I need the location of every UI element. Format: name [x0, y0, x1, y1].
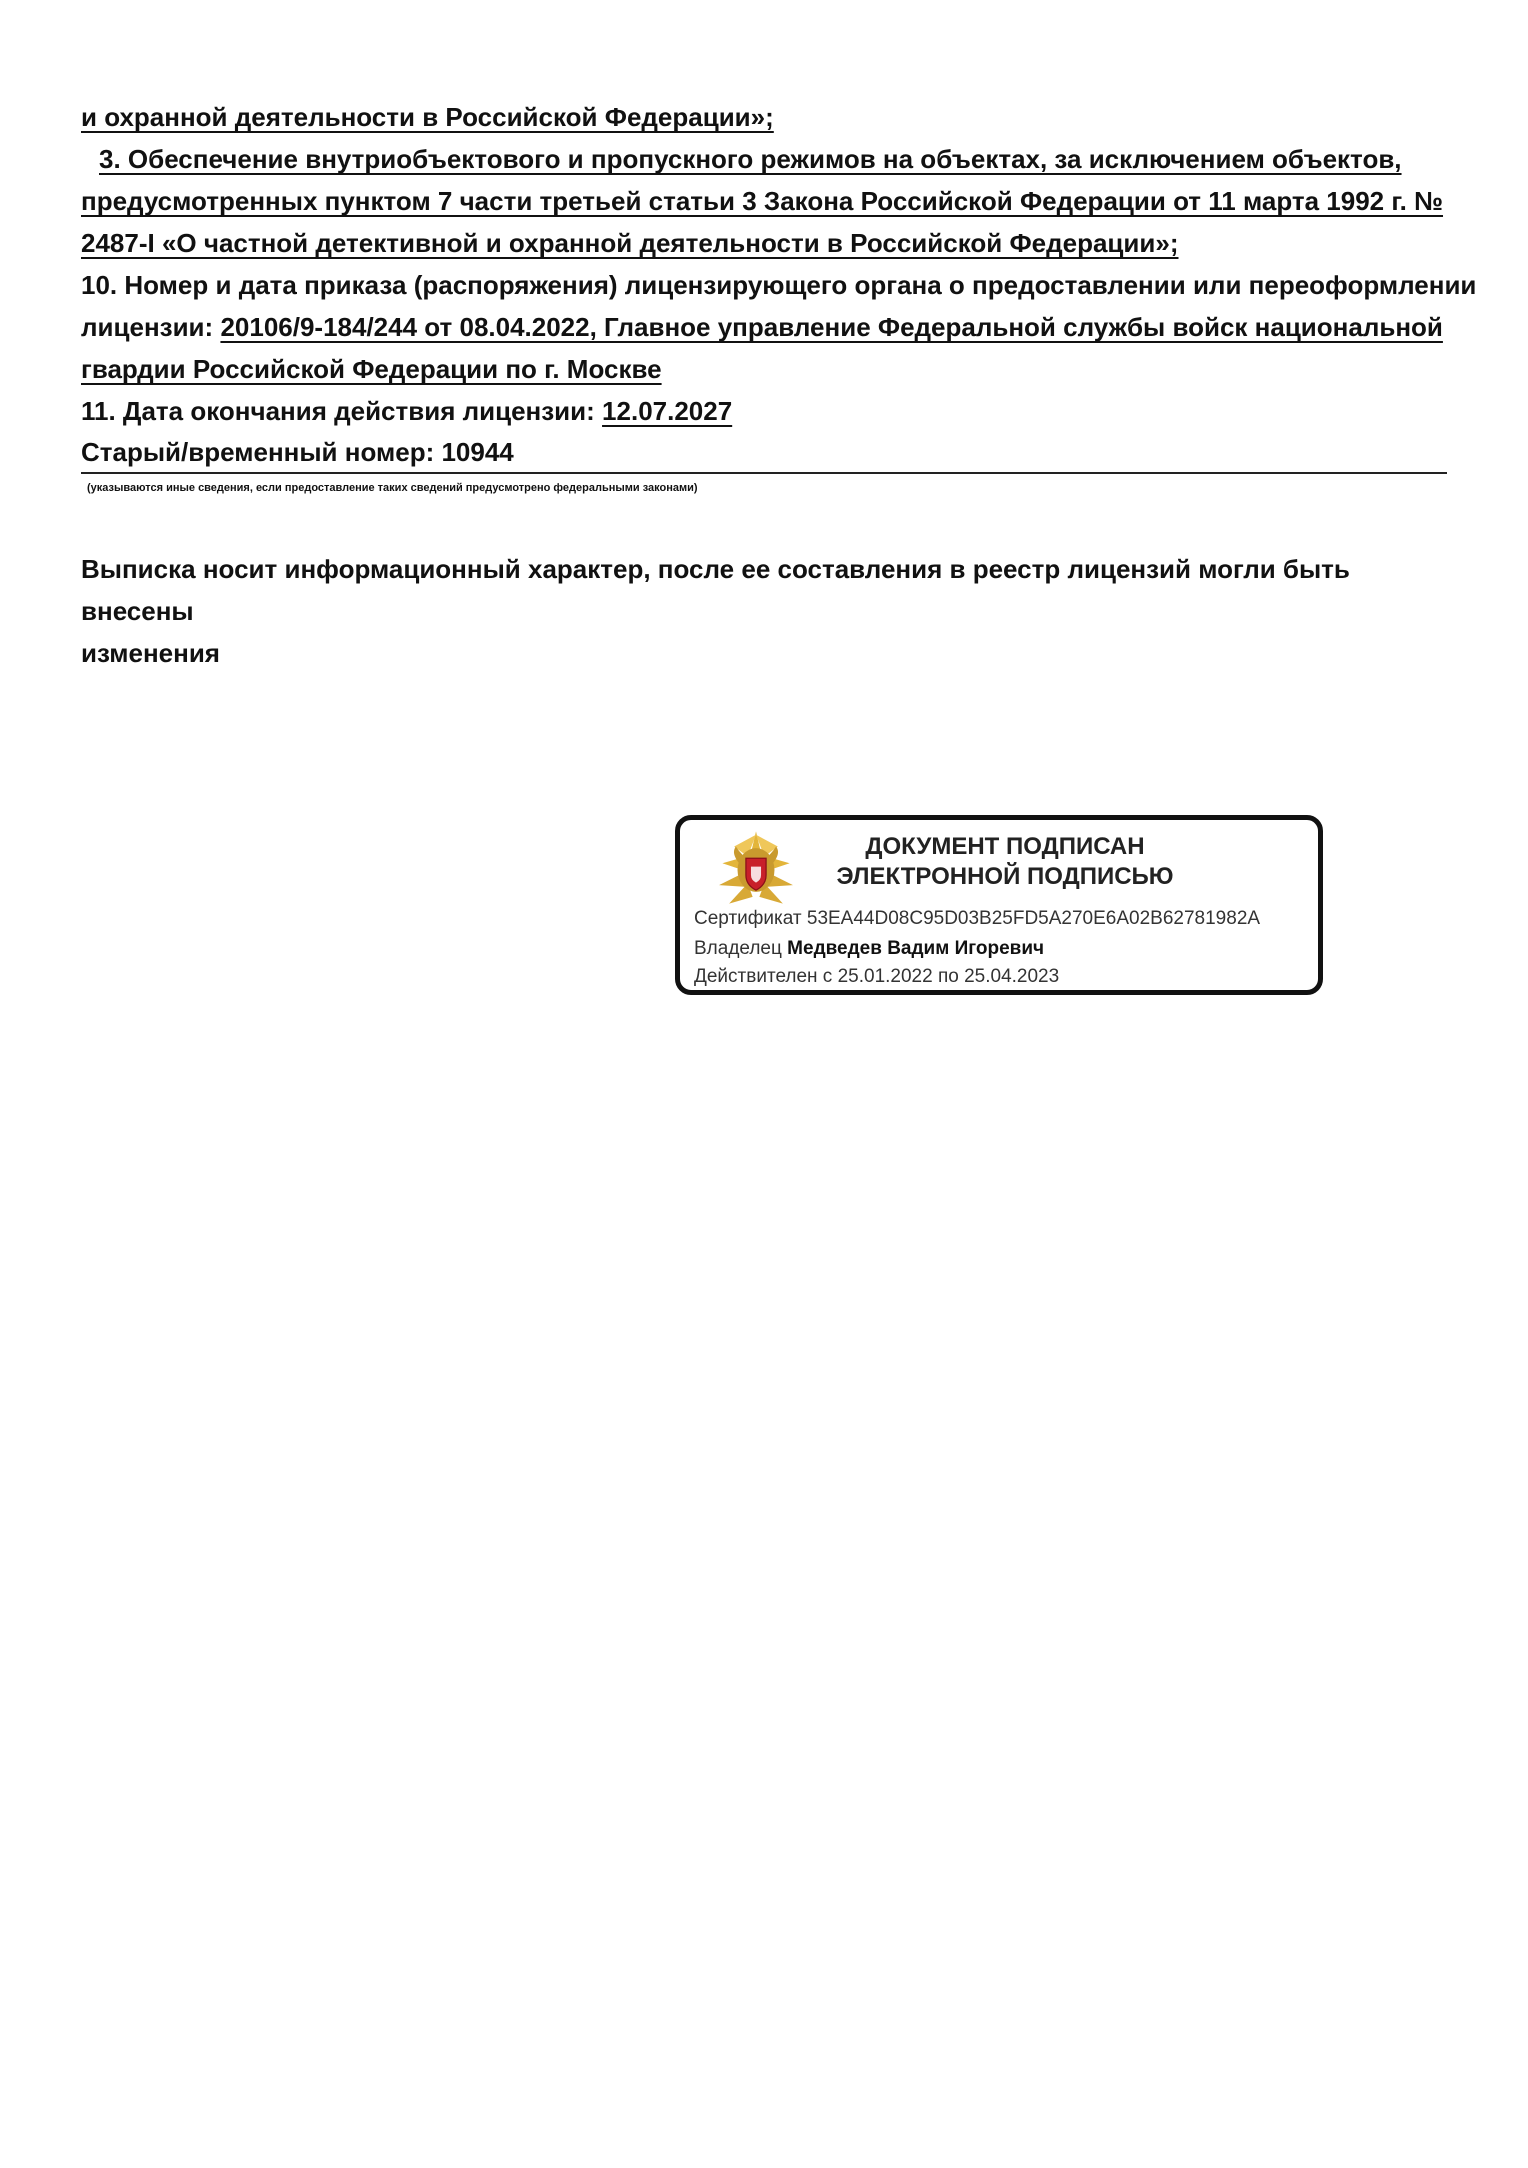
- item-11-row: [81, 390, 1451, 432]
- note-line-1: Выписка носит информационный характер, после ее составления в реестр лицензий могли быть внесены: [81, 554, 1350, 626]
- text-line-2: [81, 138, 1451, 180]
- footnote: (указываются иные сведения, если предоставление таких сведений предусмотрено федеральными законами): [87, 482, 698, 494]
- item-10-heading: [81, 264, 1477, 306]
- text-line-4-content: 2487-I «О частной детективной и охранной деятельности в Российской Федерации»;: [81, 228, 1179, 258]
- certificate-row: [694, 907, 1260, 931]
- item-10-value-1: 20106/9-184/244 от 08.04.2022, Главное управление Федеральной службы войск национальной: [220, 312, 1443, 342]
- item-10-row: [81, 306, 1451, 348]
- text-line-4: [81, 222, 1451, 264]
- item-11-label: 11. Дата окончания действия лицензии:: [81, 396, 595, 426]
- emblem-shield: [746, 858, 766, 890]
- text-line-1: [81, 96, 1451, 138]
- item-10-label-2: лицензии:: [81, 312, 214, 342]
- license-extract-body: [81, 96, 1477, 496]
- stamp-title-line-1: ДОКУМЕНТ ПОДПИСАН: [865, 833, 1145, 860]
- certificate-label: Сертификат: [694, 908, 802, 929]
- note-line-2: изменения: [81, 638, 220, 668]
- electronic-signature-stamp: [675, 815, 1323, 995]
- old-number: Старый/временный номер: 10944: [81, 437, 514, 467]
- item-11-value: 12.07.2027: [602, 396, 733, 426]
- item-10-value-2: гвардии Российской Федерации по г. Москве: [81, 354, 662, 384]
- validity-row: [694, 965, 1059, 989]
- owner-row: [694, 937, 1044, 961]
- old-number-row: [81, 432, 1447, 474]
- item-10-row-2: [81, 348, 1451, 390]
- text-line-3-content: предусмотренных пунктом 7 части третьей статьи 3 Закона Российской Федерации от 11 марта 1992 г. №: [81, 186, 1444, 216]
- stamp-title-line-2: ЭЛЕКТРОННОЙ ПОДПИСЬЮ: [836, 863, 1174, 890]
- information-note: [81, 548, 1441, 674]
- text-line-2-content: 3. Обеспечение внутриобъектового и пропускного режимов на объектах, за исключением объектов,: [99, 144, 1402, 174]
- certificate-value: 53EA44D08C95D03B25FD5A270E6A02B62781982A: [806, 908, 1261, 929]
- owner-value: Медведев Вадим Игоревич: [787, 938, 1045, 959]
- item-10-label-1: 10. Номер и дата приказа (распоряжения) лицензирующего органа о предоставлении или переоформлении: [81, 270, 1477, 300]
- owner-label: Владелец: [694, 938, 782, 959]
- text-line-3: [81, 180, 1451, 222]
- text-line-1-content: и охранной деятельности в Российской Федерации»;: [81, 102, 774, 132]
- national-guard-emblem-icon: [714, 828, 798, 912]
- validity-text: Действителен с 25.01.2022 по 25.04.2023: [694, 966, 1060, 987]
- stamp-title: [800, 832, 1210, 892]
